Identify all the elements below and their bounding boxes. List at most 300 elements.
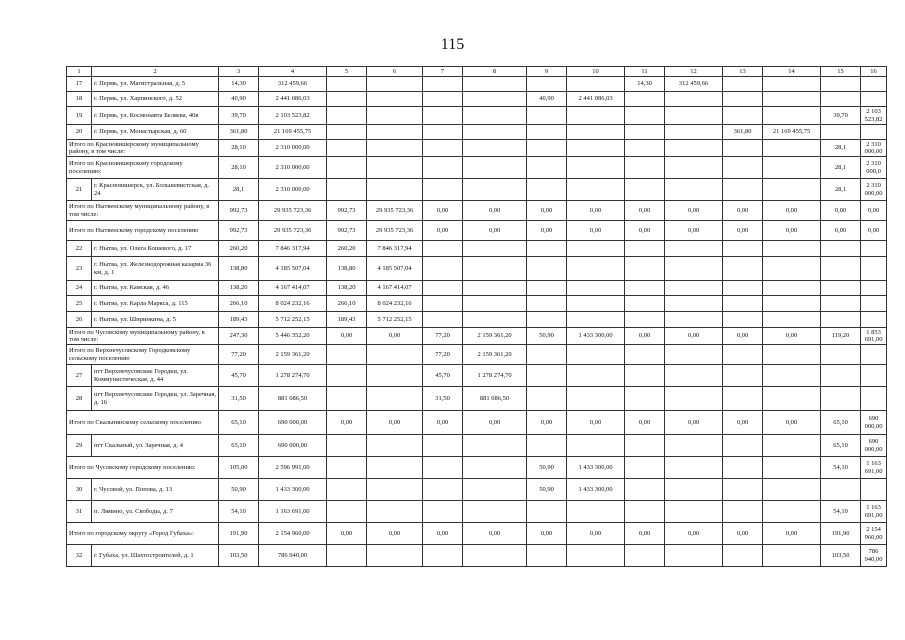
value-cell [763, 365, 821, 387]
value-cell [665, 457, 723, 479]
value-cell [423, 457, 463, 479]
value-cell: 0,00 [463, 221, 527, 241]
value-cell [567, 545, 625, 567]
value-cell [723, 387, 763, 411]
value-cell [625, 157, 665, 179]
value-cell: 77,20 [423, 328, 463, 345]
value-cell [723, 107, 763, 125]
value-cell [665, 345, 723, 365]
value-cell: 54,10 [219, 501, 259, 523]
row-number: 24 [67, 281, 92, 296]
value-cell [527, 125, 567, 140]
value-cell [327, 140, 367, 157]
value-cell: 14,30 [625, 77, 665, 92]
value-cell [567, 435, 625, 457]
value-cell: 50,90 [219, 479, 259, 501]
value-cell [625, 545, 665, 567]
value-cell [327, 179, 367, 201]
value-cell: 0,00 [665, 411, 723, 435]
value-cell: 0,00 [625, 221, 665, 241]
value-cell [723, 296, 763, 312]
value-cell [665, 296, 723, 312]
value-cell [527, 435, 567, 457]
value-cell: 65,10 [821, 411, 861, 435]
value-cell [723, 545, 763, 567]
value-cell [665, 179, 723, 201]
value-cell: 2 154 960,00 [259, 523, 327, 545]
column-number: 16 [861, 67, 887, 77]
value-cell: 361,80 [219, 125, 259, 140]
value-cell [567, 387, 625, 411]
value-cell: 4 167 414,07 [367, 281, 423, 296]
address-cell: г. Губаха, ул. Шахтостроителей, д. 1 [92, 545, 219, 567]
subtotal-label: Итого по Чусовскому городскому поселению: [67, 457, 219, 479]
value-cell [327, 345, 367, 365]
value-cell [423, 77, 463, 92]
value-cell [463, 545, 527, 567]
value-cell: 8 024 232,16 [259, 296, 327, 312]
row-number: 19 [67, 107, 92, 125]
value-cell [463, 435, 527, 457]
subtotal-label: Итого по Красновишерскому муниципальному району, в том числе: [67, 140, 219, 157]
column-number: 2 [92, 67, 219, 77]
value-cell: 0,00 [527, 201, 567, 221]
value-cell [821, 365, 861, 387]
value-cell: 119,20 [821, 328, 861, 345]
value-cell: 2 310 000,00 [259, 157, 327, 179]
value-cell: 31,50 [219, 387, 259, 411]
value-cell: 2 154 960,00 [861, 523, 887, 545]
row-number: 22 [67, 241, 92, 257]
value-cell [821, 479, 861, 501]
column-number: 9 [527, 67, 567, 77]
value-cell [423, 140, 463, 157]
value-cell [423, 157, 463, 179]
row-number: 30 [67, 479, 92, 501]
value-cell [423, 179, 463, 201]
value-cell: 50,90 [527, 479, 567, 501]
value-cell [567, 257, 625, 281]
value-cell: 1 163 691,00 [259, 501, 327, 523]
value-cell: 1 433 300,00 [259, 479, 327, 501]
value-cell [367, 435, 423, 457]
value-cell [367, 387, 423, 411]
value-cell: 1 433 300,00 [567, 328, 625, 345]
value-cell: 0,00 [367, 411, 423, 435]
value-cell [327, 545, 367, 567]
value-cell: 29 935 723,36 [259, 201, 327, 221]
value-cell [861, 365, 887, 387]
value-cell [463, 257, 527, 281]
value-cell [723, 435, 763, 457]
value-cell: 2 103 523,82 [259, 107, 327, 125]
value-cell [367, 77, 423, 92]
value-cell [423, 125, 463, 140]
value-cell: 40,90 [219, 92, 259, 107]
value-cell [423, 479, 463, 501]
column-number: 13 [723, 67, 763, 77]
value-cell [625, 479, 665, 501]
value-cell [723, 281, 763, 296]
column-number: 1 [67, 67, 92, 77]
value-cell: 0,00 [723, 523, 763, 545]
value-cell [625, 435, 665, 457]
value-cell: 4 167 414,07 [259, 281, 327, 296]
row-number: 17 [67, 77, 92, 92]
value-cell [821, 387, 861, 411]
value-cell [367, 345, 423, 365]
value-cell: 361,80 [723, 125, 763, 140]
row-number: 28 [67, 387, 92, 411]
value-cell [861, 296, 887, 312]
value-cell [567, 296, 625, 312]
value-cell [821, 312, 861, 328]
value-cell: 65,10 [821, 435, 861, 457]
value-cell [463, 179, 527, 201]
value-cell: 2 596 991,00 [259, 457, 327, 479]
value-cell: 0,00 [665, 201, 723, 221]
value-cell: 0,00 [567, 221, 625, 241]
value-cell [527, 387, 567, 411]
subtotal-row [67, 457, 887, 479]
value-cell [723, 345, 763, 365]
value-cell [665, 365, 723, 387]
value-cell: 786 940,00 [259, 545, 327, 567]
value-cell: 0,00 [423, 221, 463, 241]
value-cell [861, 312, 887, 328]
value-cell [625, 179, 665, 201]
value-cell: 105,00 [219, 457, 259, 479]
value-cell [327, 387, 367, 411]
subtotal-label: Итого по Верхнечусовскому Городковскому сельскому поселению [67, 345, 219, 365]
value-cell [367, 545, 423, 567]
address-cell: г. Нытва, ул. Ширинкина, д. 5 [92, 312, 219, 328]
table-row [67, 179, 887, 201]
table-row [67, 257, 887, 281]
value-cell [367, 179, 423, 201]
value-cell [665, 241, 723, 257]
value-cell [665, 312, 723, 328]
value-cell: 77,20 [219, 345, 259, 365]
value-cell: 0,00 [763, 221, 821, 241]
value-cell: 1 278 274,70 [463, 365, 527, 387]
value-cell [567, 345, 625, 365]
value-cell [861, 92, 887, 107]
value-cell: 1 163 691,00 [861, 501, 887, 523]
value-cell: 138,80 [327, 257, 367, 281]
value-cell: 0,00 [861, 201, 887, 221]
value-cell: 690 000,00 [259, 435, 327, 457]
row-number: 27 [67, 365, 92, 387]
subtotal-row [67, 201, 887, 221]
value-cell [527, 345, 567, 365]
value-cell [567, 241, 625, 257]
value-cell [625, 501, 665, 523]
value-cell [821, 241, 861, 257]
address-cell: г. Чусовой, ул. Попова, д. 13 [92, 479, 219, 501]
value-cell [723, 92, 763, 107]
value-cell [625, 345, 665, 365]
value-cell: 266,10 [219, 296, 259, 312]
value-cell [625, 387, 665, 411]
value-cell [567, 140, 625, 157]
value-cell: 992,73 [327, 201, 367, 221]
value-cell: 2 159 361,20 [463, 328, 527, 345]
value-cell: 0,00 [527, 411, 567, 435]
value-cell: 0,00 [625, 523, 665, 545]
value-cell [861, 281, 887, 296]
value-cell [723, 179, 763, 201]
value-cell [763, 435, 821, 457]
value-cell [625, 281, 665, 296]
value-cell [463, 457, 527, 479]
value-cell [861, 345, 887, 365]
value-cell [763, 296, 821, 312]
value-cell [527, 365, 567, 387]
table-row [67, 387, 887, 411]
value-cell: 39,70 [821, 107, 861, 125]
value-cell [463, 157, 527, 179]
value-cell [665, 479, 723, 501]
column-number: 11 [625, 67, 665, 77]
value-cell [567, 107, 625, 125]
value-cell [723, 312, 763, 328]
value-cell [367, 92, 423, 107]
value-cell: 65,10 [219, 435, 259, 457]
value-cell: 0,00 [527, 523, 567, 545]
value-cell [763, 140, 821, 157]
value-cell [527, 179, 567, 201]
value-cell [463, 241, 527, 257]
value-cell: 45,70 [219, 365, 259, 387]
subtotal-label: Итого по Красновишерскому городскому поселению: [67, 157, 219, 179]
value-cell: 28,1 [219, 179, 259, 201]
value-cell: 1 433 300,00 [567, 457, 625, 479]
value-cell [861, 387, 887, 411]
value-cell: 690 000,00 [861, 435, 887, 457]
value-cell: 1 433 300,00 [567, 479, 625, 501]
value-cell: 0,00 [463, 201, 527, 221]
value-cell: 2 310 000,00 [861, 140, 887, 157]
column-number: 6 [367, 67, 423, 77]
value-cell: 312 459,66 [665, 77, 723, 92]
value-cell [367, 140, 423, 157]
value-cell [327, 107, 367, 125]
subtotal-label: Итого по Скальнинскому сельскому поселению [67, 411, 219, 435]
value-cell: 4 185 507,04 [367, 257, 423, 281]
value-cell [327, 479, 367, 501]
value-cell: 260,20 [219, 241, 259, 257]
value-cell [463, 140, 527, 157]
value-cell [665, 435, 723, 457]
address-cell: г. Нытва, ул. Камская, д. 46 [92, 281, 219, 296]
value-cell [625, 457, 665, 479]
value-cell [463, 281, 527, 296]
value-cell [665, 125, 723, 140]
value-cell [723, 457, 763, 479]
value-cell [625, 107, 665, 125]
value-cell [665, 501, 723, 523]
value-cell [665, 545, 723, 567]
value-cell [327, 125, 367, 140]
value-cell: 191,90 [821, 523, 861, 545]
table-row [67, 365, 887, 387]
value-cell [527, 296, 567, 312]
value-cell [327, 157, 367, 179]
column-number: 3 [219, 67, 259, 77]
value-cell: 0,00 [463, 411, 527, 435]
value-cell: 0,00 [723, 201, 763, 221]
value-cell: 45,70 [423, 365, 463, 387]
value-cell: 0,00 [567, 523, 625, 545]
value-cell: 28,10 [219, 140, 259, 157]
value-cell [423, 501, 463, 523]
value-cell: 0,00 [665, 221, 723, 241]
row-number: 26 [67, 312, 92, 328]
column-number: 12 [665, 67, 723, 77]
value-cell [821, 296, 861, 312]
row-number: 29 [67, 435, 92, 457]
subtotal-row [67, 345, 887, 365]
value-cell: 28,1 [821, 140, 861, 157]
value-cell [763, 387, 821, 411]
value-cell: 28,10 [219, 157, 259, 179]
table-row [67, 92, 887, 107]
table-row [67, 77, 887, 92]
value-cell [367, 107, 423, 125]
value-cell: 2 310 000,0 [861, 157, 887, 179]
value-cell: 2 103 523,82 [861, 107, 887, 125]
value-cell [367, 501, 423, 523]
value-cell: 786 940,00 [861, 545, 887, 567]
value-cell [821, 345, 861, 365]
value-cell [763, 107, 821, 125]
address-cell: г. Пермь, ул. Магистральная, д. 5 [92, 77, 219, 92]
value-cell: 1 278 274,70 [259, 365, 327, 387]
value-cell: 881 086,50 [463, 387, 527, 411]
value-cell: 5 712 252,15 [367, 312, 423, 328]
value-cell [665, 140, 723, 157]
column-number: 15 [821, 67, 861, 77]
value-cell [327, 365, 367, 387]
row-number: 18 [67, 92, 92, 107]
value-cell [723, 501, 763, 523]
value-cell: 138,20 [219, 281, 259, 296]
value-cell [763, 501, 821, 523]
value-cell [821, 92, 861, 107]
value-cell: 5 446 352,20 [259, 328, 327, 345]
value-cell: 7 846 317,94 [259, 241, 327, 257]
column-number-row [67, 67, 887, 77]
value-cell: 0,00 [625, 411, 665, 435]
value-cell: 2 159 361,20 [463, 345, 527, 365]
value-cell: 54,10 [821, 457, 861, 479]
table-row [67, 241, 887, 257]
value-cell [327, 457, 367, 479]
value-cell: 189,43 [219, 312, 259, 328]
value-cell [861, 241, 887, 257]
value-cell [723, 365, 763, 387]
value-cell: 1 163 691,00 [861, 457, 887, 479]
value-cell [723, 257, 763, 281]
subtotal-row [67, 328, 887, 345]
value-cell [327, 77, 367, 92]
value-cell [423, 241, 463, 257]
value-cell [665, 92, 723, 107]
value-cell: 0,00 [763, 523, 821, 545]
value-cell [625, 365, 665, 387]
value-cell [861, 257, 887, 281]
page-number: 115 [440, 36, 465, 53]
row-number: 25 [67, 296, 92, 312]
value-cell [861, 125, 887, 140]
value-cell: 0,00 [723, 411, 763, 435]
value-cell [763, 257, 821, 281]
value-cell [763, 77, 821, 92]
value-cell [527, 312, 567, 328]
value-cell [423, 281, 463, 296]
registry-table [66, 66, 887, 567]
value-cell [763, 157, 821, 179]
value-cell: 992,73 [219, 201, 259, 221]
value-cell: 0,00 [567, 411, 625, 435]
value-cell: 21 169 455,75 [259, 125, 327, 140]
row-number: 23 [67, 257, 92, 281]
value-cell [367, 157, 423, 179]
value-cell: 7 846 317,94 [367, 241, 423, 257]
subtotal-row [67, 157, 887, 179]
value-cell [665, 107, 723, 125]
value-cell: 690 000,00 [861, 411, 887, 435]
value-cell [463, 296, 527, 312]
value-cell: 992,73 [327, 221, 367, 241]
value-cell [821, 125, 861, 140]
value-cell: 1 853 691,00 [861, 328, 887, 345]
value-cell: 0,00 [327, 328, 367, 345]
value-cell [527, 107, 567, 125]
value-cell [423, 312, 463, 328]
table-row [67, 545, 887, 567]
value-cell [763, 281, 821, 296]
value-cell: 2 310 000,00 [861, 179, 887, 201]
value-cell [527, 545, 567, 567]
address-cell: пгт Верхнечусовские Городки, ул. Заречная, д. 16 [92, 387, 219, 411]
value-cell: 5 712 252,15 [259, 312, 327, 328]
value-cell: 31,50 [423, 387, 463, 411]
value-cell: 28,1 [821, 157, 861, 179]
value-cell: 0,00 [423, 201, 463, 221]
value-cell: 881 086,50 [259, 387, 327, 411]
value-cell [665, 281, 723, 296]
value-cell: 992,73 [219, 221, 259, 241]
value-cell [625, 296, 665, 312]
value-cell: 0,00 [763, 201, 821, 221]
value-cell [463, 92, 527, 107]
column-number: 8 [463, 67, 527, 77]
value-cell: 54,10 [821, 501, 861, 523]
value-cell [625, 92, 665, 107]
address-cell: г. Пермь, ул. Харпинского, д. 52 [92, 92, 219, 107]
value-cell: 0,00 [763, 411, 821, 435]
value-cell [423, 435, 463, 457]
value-cell [367, 365, 423, 387]
value-cell: 0,00 [327, 411, 367, 435]
value-cell: 0,00 [625, 328, 665, 345]
value-cell [723, 479, 763, 501]
value-cell [567, 179, 625, 201]
row-number: 32 [67, 545, 92, 567]
value-cell: 2 159 361,20 [259, 345, 327, 365]
